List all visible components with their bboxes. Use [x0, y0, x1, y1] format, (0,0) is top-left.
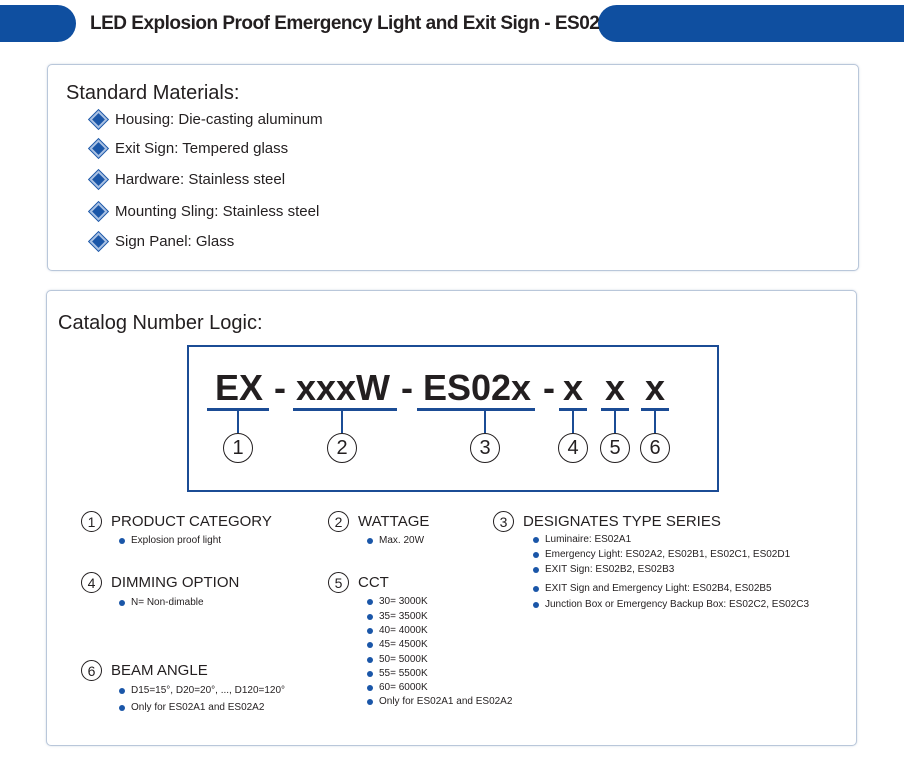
- bullet-dot-icon: [367, 538, 373, 544]
- legend-number-circle: 2: [328, 511, 349, 532]
- material-label: Hardware: Stainless steel: [115, 170, 286, 188]
- legend-title: DIMMING OPTION: [111, 574, 240, 591]
- segment-number-circle: 3: [470, 433, 500, 463]
- catalog-number-diagram: [187, 345, 719, 492]
- segment-number-circle: 6: [640, 433, 670, 463]
- legend-number-circle: 6: [81, 660, 102, 681]
- legend-item: EXIT Sign and Emergency Light: ES02B4, ES02B5: [545, 583, 772, 594]
- legend-beam-heading: [81, 660, 208, 681]
- segment-underline: [417, 408, 535, 411]
- legend-bullet: [119, 702, 264, 713]
- legend-number-circle: 1: [81, 511, 102, 532]
- segment-beam: x: [644, 367, 666, 408]
- bullet-dot-icon: [367, 685, 373, 691]
- legend-item: Luminaire: ES02A1: [545, 534, 632, 545]
- segment-dash: -: [401, 367, 413, 408]
- legend-item: 35= 3500K: [379, 611, 428, 622]
- bullet-dot-icon: [533, 552, 539, 558]
- legend-bullet: [119, 535, 221, 546]
- bullet-dot-icon: [367, 628, 373, 634]
- segment-number-circle: 5: [600, 433, 630, 463]
- legend-bullet: [367, 696, 512, 707]
- legend-cct-heading: [328, 572, 389, 593]
- segment-connector: [237, 411, 239, 433]
- page-title: LED Explosion Proof Emergency Light and Exit Sign - ES02: [90, 13, 600, 34]
- segment-underline: [293, 408, 397, 411]
- legend-item: 55= 5500K: [379, 668, 428, 679]
- catalog-number-panel: [46, 290, 857, 746]
- legend-item: 50= 5000K: [379, 654, 428, 665]
- legend-bullet: [367, 668, 428, 679]
- legend-bullet: [367, 654, 428, 665]
- bullet-dot-icon: [367, 671, 373, 677]
- bullet-dot-icon: [367, 642, 373, 648]
- material-label: Housing: Die-casting aluminum: [115, 110, 323, 128]
- diamond-bullet-icon: [89, 232, 107, 250]
- legend-bullet: [367, 535, 424, 546]
- legend-bullet: [367, 625, 428, 636]
- segment-product: EX: [214, 367, 264, 408]
- diamond-bullet-icon: [89, 139, 107, 157]
- diamond-bullet-icon: [89, 110, 107, 128]
- legend-item: 45= 4500K: [379, 639, 428, 650]
- segment-connector: [572, 411, 574, 433]
- legend-wattage-heading: [328, 511, 429, 532]
- material-label: Exit Sign: Tempered glass: [115, 139, 289, 157]
- legend-bullet: [367, 611, 428, 622]
- legend-bullet: [533, 599, 809, 610]
- bullet-dot-icon: [367, 614, 373, 620]
- bullet-dot-icon: [119, 538, 125, 544]
- diamond-bullet-icon: [89, 202, 107, 220]
- segment-connector: [654, 411, 656, 433]
- legend-item: 60= 6000K: [379, 682, 428, 693]
- legend-product-heading: [81, 511, 272, 532]
- segment-number-circle: 4: [558, 433, 588, 463]
- segment-dash: -: [274, 367, 286, 408]
- segment-number-circle: 1: [223, 433, 253, 463]
- legend-title: BEAM ANGLE: [111, 662, 208, 679]
- bullet-dot-icon: [367, 657, 373, 663]
- legend-bullet: [367, 682, 428, 693]
- bullet-dot-icon: [533, 586, 539, 592]
- bullet-dot-icon: [119, 705, 125, 711]
- material-item: [92, 109, 323, 129]
- legend-item: 40= 4000K: [379, 625, 428, 636]
- material-item: [92, 201, 319, 221]
- legend-type-heading: [493, 511, 721, 532]
- legend-title: CCT: [358, 574, 389, 591]
- bullet-dot-icon: [367, 699, 373, 705]
- legend-item: D15=15°, D20=20°, ..., D120=120°: [131, 685, 286, 696]
- bullet-dot-icon: [533, 602, 539, 608]
- segment-wattage: xxxW: [295, 367, 391, 408]
- legend-item: N= Non-dimable: [131, 597, 204, 608]
- legend-bullet: [119, 597, 204, 608]
- standard-materials-panel: [47, 64, 859, 271]
- material-label: Mounting Sling: Stainless steel: [115, 202, 320, 220]
- segment-connector: [614, 411, 616, 433]
- segment-dash: -: [543, 367, 555, 408]
- legend-title: WATTAGE: [358, 513, 430, 530]
- bullet-dot-icon: [367, 599, 373, 605]
- legend-dimming-heading: [81, 572, 239, 593]
- material-item: [92, 169, 285, 189]
- segment-type: ES02x: [422, 367, 532, 408]
- diamond-bullet-icon: [89, 170, 107, 188]
- legend-bullet: [367, 596, 428, 607]
- segment-connector: [341, 411, 343, 433]
- legend-bullet: [533, 583, 772, 594]
- legend-bullet: [533, 564, 674, 575]
- segment-dimming: x: [562, 367, 584, 408]
- legend-item: 30= 3000K: [379, 596, 428, 607]
- material-label: Sign Panel: Glass: [115, 232, 235, 250]
- legend-item: Only for ES02A1 and ES02A2: [379, 696, 513, 707]
- bullet-dot-icon: [119, 600, 125, 606]
- legend-bullet: [119, 685, 285, 696]
- legend-item: Explosion proof light: [131, 535, 222, 546]
- bullet-dot-icon: [119, 688, 125, 694]
- legend-number-circle: 4: [81, 572, 102, 593]
- catalog-title: Catalog Number Logic:: [58, 312, 263, 334]
- materials-title: Standard Materials:: [66, 82, 240, 104]
- legend-title: PRODUCT CATEGORY: [111, 513, 272, 530]
- legend-number-circle: 3: [493, 511, 514, 532]
- bullet-dot-icon: [533, 537, 539, 543]
- segment-connector: [484, 411, 486, 433]
- legend-bullet: [533, 549, 790, 560]
- header-bar-left: [0, 5, 76, 42]
- bullet-dot-icon: [533, 567, 539, 573]
- legend-item: Only for ES02A1 and ES02A2: [131, 702, 265, 713]
- legend-number-circle: 5: [328, 572, 349, 593]
- legend-item: Junction Box or Emergency Backup Box: ES02C2, ES02C3: [545, 599, 810, 610]
- legend-title: DESIGNATES TYPE SERIES: [523, 513, 721, 530]
- legend-bullet: [533, 534, 631, 545]
- material-item: [92, 138, 288, 158]
- legend-item: Max. 20W: [379, 535, 425, 546]
- legend-bullet: [367, 639, 428, 650]
- segment-cct: x: [604, 367, 626, 408]
- segment-number-circle: 2: [327, 433, 357, 463]
- legend-item: EXIT Sign: ES02B2, ES02B3: [545, 564, 675, 575]
- header-bar-right: [598, 5, 904, 42]
- legend-item: Emergency Light: ES02A2, ES02B1, ES02C1, ES02D1: [545, 549, 791, 560]
- material-item: [92, 231, 234, 251]
